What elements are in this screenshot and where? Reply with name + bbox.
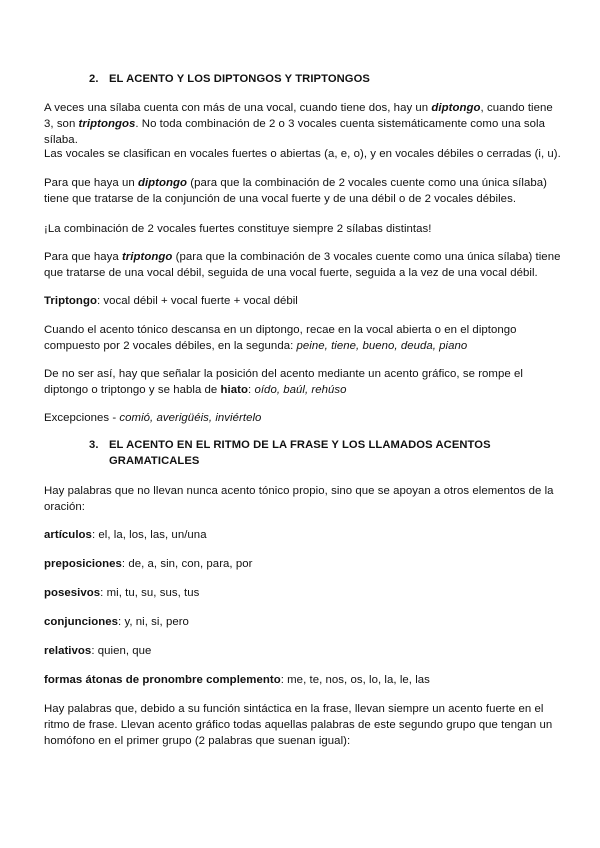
term-triptongo: Triptongo [44, 295, 97, 307]
list-item-articulos [44, 527, 564, 543]
examples: peine, tiene, bueno, deuda, piano [296, 340, 468, 352]
text: A veces una sílaba cuenta con más de una vocal, cuando tiene dos, hay un [44, 102, 432, 114]
paragraph-diptongo-intro [44, 100, 564, 148]
term-hiato: hiato [220, 384, 249, 396]
section-2-number: 2. [89, 73, 99, 85]
text: : vocal débil + vocal fuerte + vocal débil [96, 295, 298, 307]
paragraph-triptongo-formula [44, 293, 564, 309]
paragraph-palabras-tonicas: Hay palabras que, debido a su función sintáctica en la frase, llevan siempre un acento fuerte en el ritmo de frase. Llevan acento gráfico todas aquellas palabras de este segundo grupo que tengan un homófono en el primer grupo (2 palabras que suenan igual): [44, 703, 553, 747]
term-diptongo: diptongo [137, 177, 188, 189]
list-item-relativos [44, 643, 564, 659]
text: De no ser así, hay que señalar la posición del acento mediante un acento gráfico, se rompe el diptongo o triptongo y se habla de [44, 368, 523, 396]
term-diptongo: diptongo [431, 102, 481, 114]
paragraph-vocales-fuertes: ¡La combinación de 2 vocales fuertes constituye siempre 2 sílabas distintas! [44, 223, 432, 235]
text: Excepciones - [44, 412, 120, 424]
term: preposiciones [44, 558, 122, 570]
section-2-title: EL ACENTO Y LOS DIPTONGOS Y TRIPTONGOS [109, 73, 370, 85]
paragraph-diptongo-rule [44, 175, 564, 207]
list-item-conjunciones [44, 614, 564, 630]
list-item-preposiciones [44, 556, 564, 572]
text: (para que la combinación de 2 vocales cuente como una única sílaba) tiene que tratarse de la conjunción de una vocal fuerte y de una débil o de 2 vocales débiles. [44, 177, 547, 205]
term: formas átonas de pronombre complemento [44, 674, 281, 686]
term: conjunciones [44, 616, 119, 628]
examples: comió, averigüéis, inviértelo [119, 412, 262, 424]
text: : [248, 384, 255, 396]
paragraph-vocales: Las vocales se clasifican en vocales fuertes o abiertas (a, e, o), y en vocales débiles o cerradas (i, u). [44, 148, 561, 160]
text: : me, te, nos, os, lo, la, le, las [280, 674, 430, 686]
term-triptongos: triptongos [78, 118, 136, 130]
text: : mi, tu, su, sus, tus [100, 587, 200, 599]
term: artículos [44, 529, 92, 541]
examples: oído, baúl, rehúso [254, 384, 347, 396]
text: : el, la, los, las, un/una [91, 529, 207, 541]
text: . No toda combinación de 2 o 3 vocales cuenta sistemáticamente como una sola sílaba. [44, 118, 546, 146]
section-3-number: 3. [89, 439, 99, 451]
text: Para que haya un [44, 177, 138, 189]
paragraph-hiato [44, 366, 564, 398]
list-item-posesivos [44, 585, 564, 601]
text: , cuando tiene 3, son [44, 102, 553, 130]
text: : de, a, sin, con, para, por [121, 558, 253, 570]
text: : y, ni, si, pero [118, 616, 189, 628]
term: relativos [44, 645, 92, 657]
paragraph-palabras-atonas: Hay palabras que no llevan nunca acento tónico propio, sino que se apoyan a otros elementos de la oración: [44, 485, 554, 513]
text: Para que haya [44, 251, 122, 263]
text: (para que la combinación de 3 vocales cuente como una única sílaba) tiene que tratarse de una vocal débil, seguida de una vocal fuerte, seguida a la vez de una vocal débil. [44, 251, 561, 279]
term: posesivos [44, 587, 101, 599]
paragraph-acento-diptongo [44, 322, 564, 354]
paragraph-excepciones [44, 410, 564, 426]
section-3-title-line1: EL ACENTO EN EL RITMO DE LA FRASE Y LOS LLAMADOS ACENTOS [109, 439, 491, 451]
text: Cuando el acento tónico descansa en un diptongo, recae en la vocal abierta o en el diptongo compuesto por 2 vocales débiles, en la segunda: [44, 324, 517, 352]
text: : quien, que [91, 645, 152, 657]
paragraph-triptongo-rule [44, 249, 564, 281]
list-item-pronombres [44, 672, 564, 688]
section-3-title-line2: GRAMATICALES [109, 455, 200, 467]
term-triptongo: triptongo [121, 251, 173, 263]
